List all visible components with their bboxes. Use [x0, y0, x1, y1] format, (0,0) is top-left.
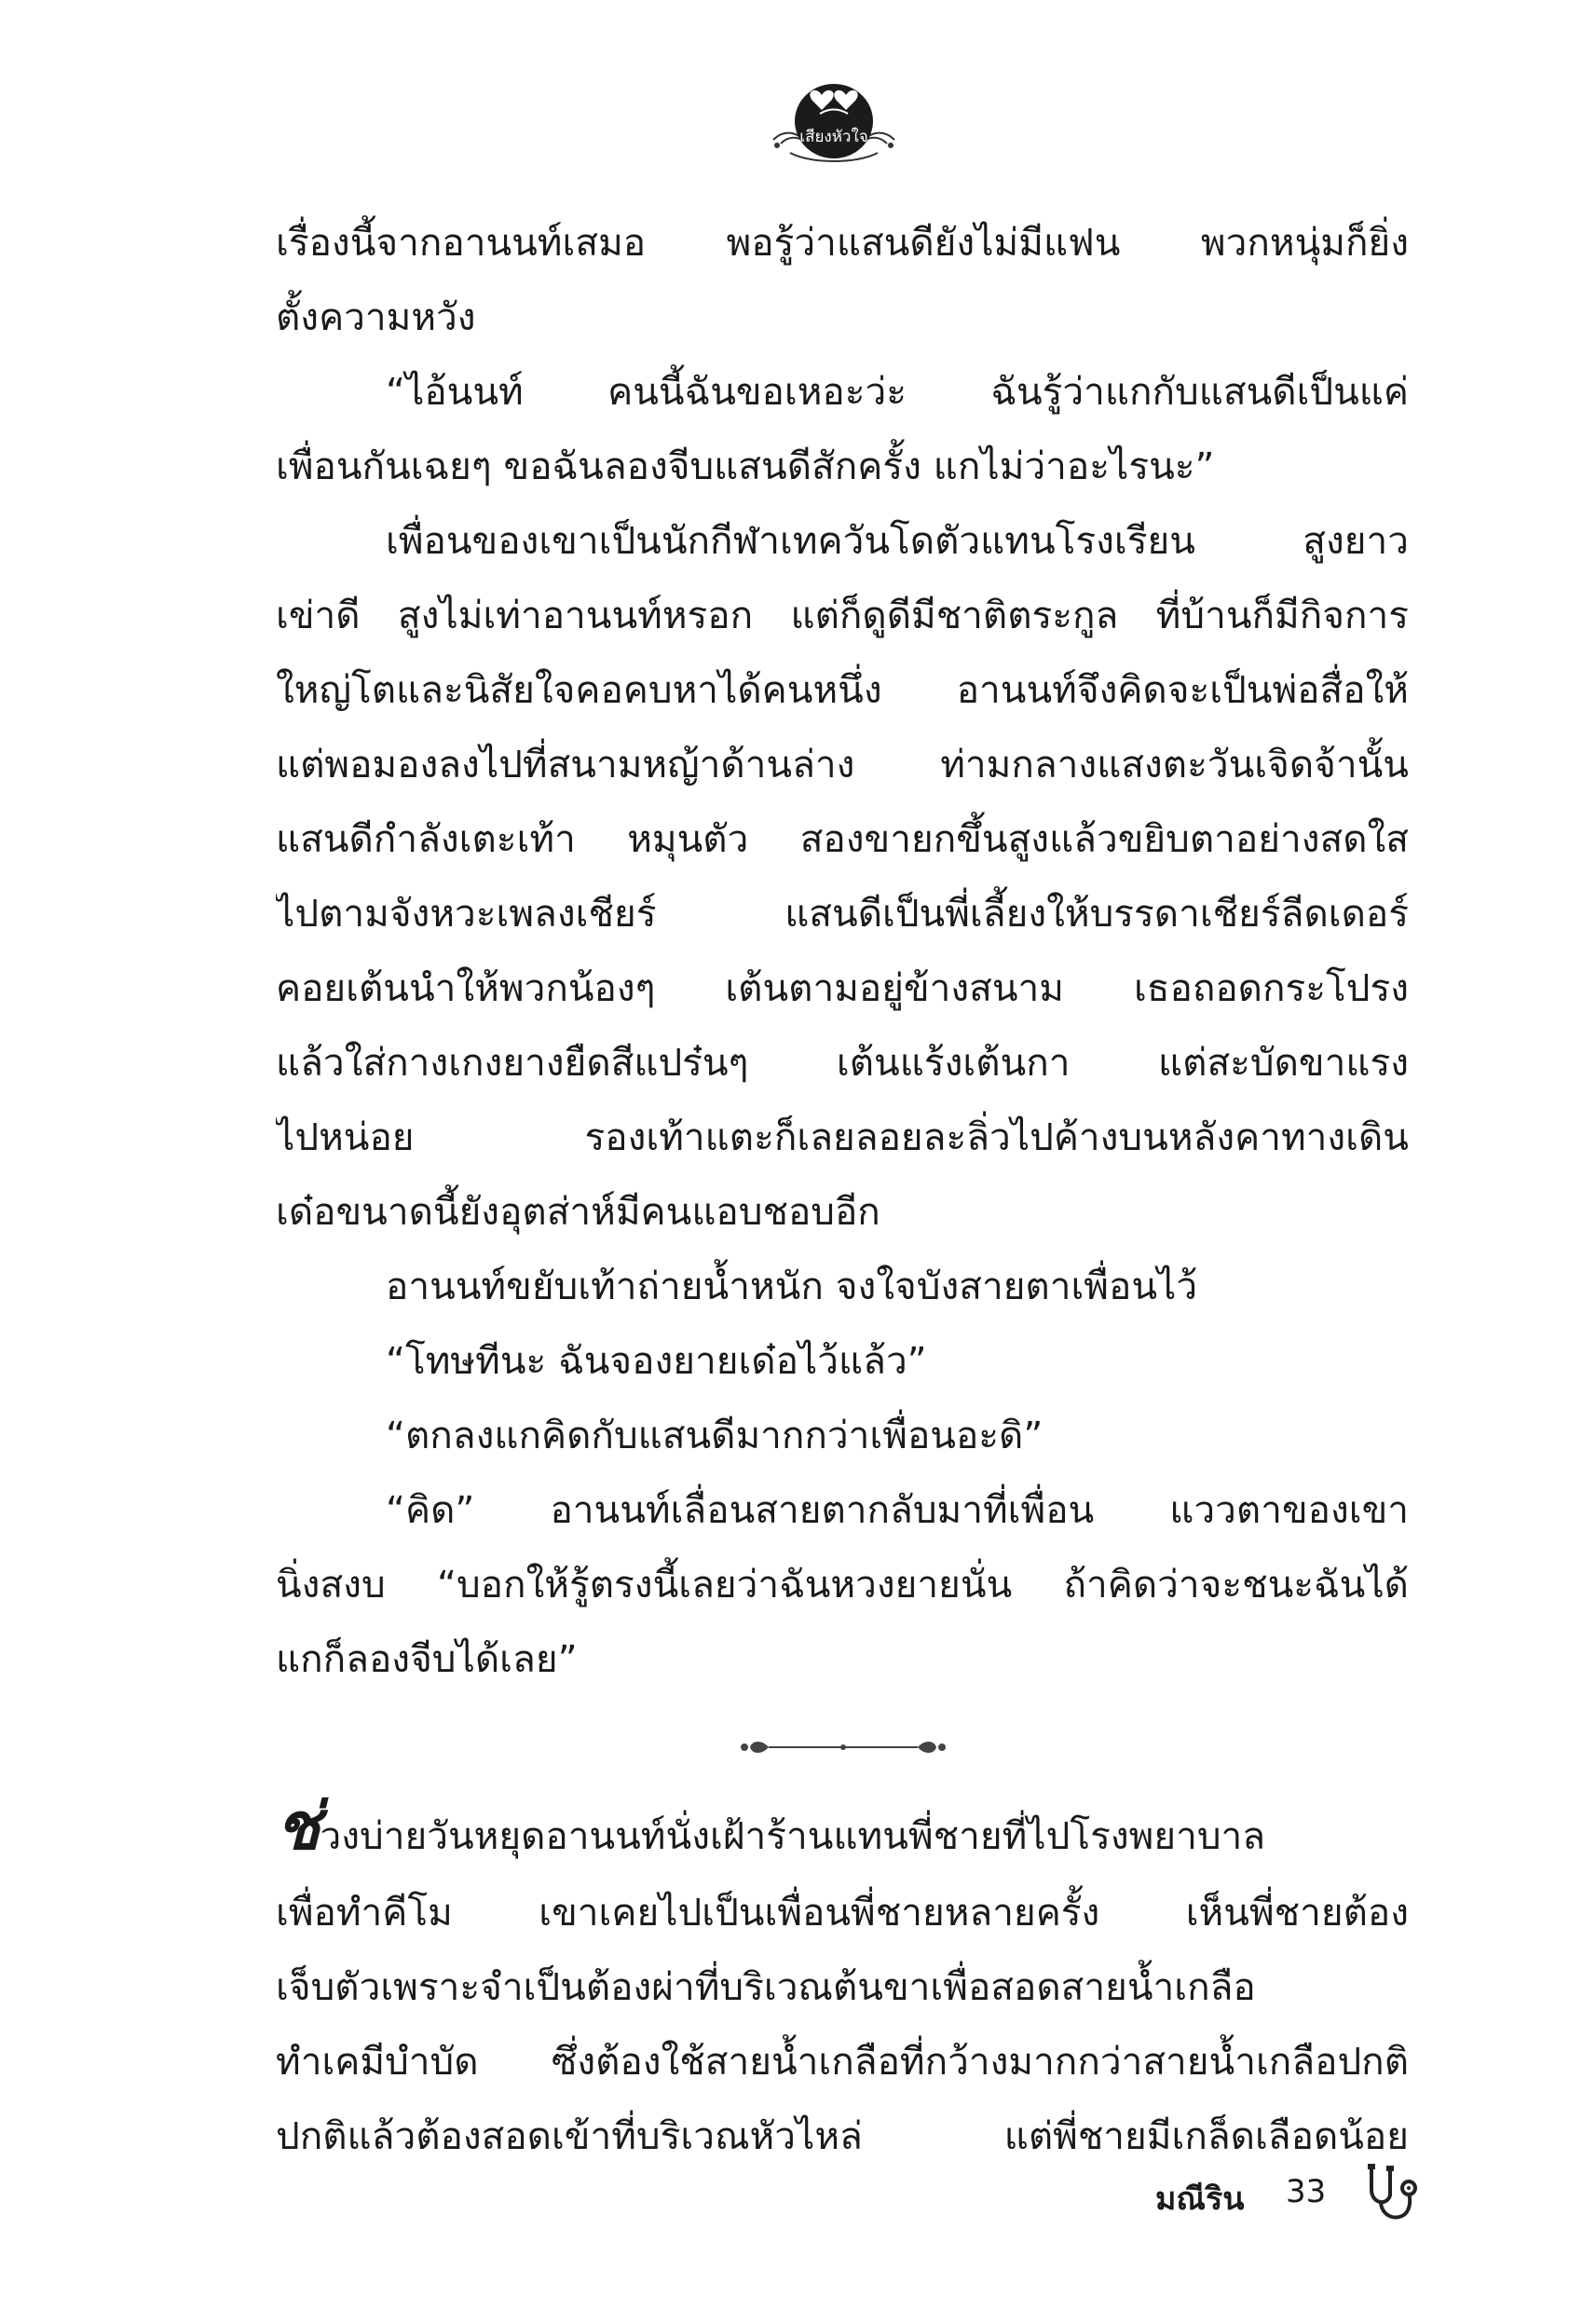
footer-author: มณีริน	[1155, 2181, 1245, 2218]
page-number: 33	[1286, 2173, 1327, 2210]
text-line: “คิด” อานนท์เลื่อนสายตากลับมาที่เพื่อน แววตาของเขา	[386, 1487, 1409, 1532]
first-line	[276, 1778, 1409, 1875]
text-line: “ตกลงแกคิดกับแสนดีมากกว่าเพื่อนอะดิ”	[386, 1413, 1044, 1457]
section-2	[276, 1778, 1409, 2173]
text-line: ตั้งความหวัง	[276, 294, 476, 339]
text-line: ใหญ่โตและนิสัยใจคอคบหาได้คนหนึ่ง อานนท์จึงคิดจะเป็นพ่อสื่อให้	[276, 667, 1409, 712]
drop-cap: ช่	[276, 1787, 321, 1865]
text-line: เด๋อขนาดนี้ยังอุตส่าห์มีคนแอบชอบอีก	[276, 1189, 880, 1234]
text-line: เพื่อทำคีโม เขาเคยไปเป็นเพื่อนพี่ชายหลายครั้ง เห็นพี่ชายต้อง	[276, 1890, 1409, 1935]
text-line: อานนท์ขยับเท้าถ่ายน้ำหนัก จงใจบังสายตาเพื่อนไว้	[386, 1264, 1198, 1308]
text-line: เรื่องนี้จากอานนท์เสมอ พอรู้ว่าแสนดียังไม่มีแฟน พวกหนุ่มก็ยิ่ง	[276, 220, 1409, 265]
text-line: เจ็บตัวเพราะจำเป็นต้องผ่าที่บริเวณต้นขาเพื่อสอดสายน้ำเกลือ	[276, 1964, 1256, 2009]
first-line-text: วงบ่ายวันหยุดอานนท์นั่งเฝ้าร้านแทนพี่ชายที่ไปโรงพยาบาล	[320, 1813, 1266, 1858]
section-divider-icon	[731, 1733, 955, 1761]
text-line: “ไอ้นนท์ คนนี้ฉันขอเหอะว่ะ ฉันรู้ว่าแกกับแสนดีเป็นแค่	[386, 369, 1409, 414]
text-line: ทำเคมีบำบัด ซึ่งต้องใช้สายน้ำเกลือที่กว้างมากกว่าสายน้ำเกลือปกติ	[276, 2039, 1409, 2084]
text-line: แล้วใส่กางเกงยางยืดสีแปร๋นๆ เต้นแร้งเต้นกา แต่สะบัดขาแรง	[276, 1040, 1409, 1085]
body-text	[276, 205, 1409, 1696]
text-line: ปกติแล้วต้องสอดเข้าที่บริเวณหัวไหล่ แต่พี่ชายมีเกล็ดเลือดน้อย	[276, 2113, 1409, 2158]
text-line: ไปตามจังหวะเพลงเชียร์ แสนดีเป็นพี่เลี้ยงให้บรรดาเชียร์ลีดเดอร์	[276, 891, 1409, 936]
heart-scroll-emblem-icon	[764, 67, 904, 170]
text-line: เข่าดี สูงไม่เท่าอานนท์หรอก แต่ก็ดูดีมีชาติตระกูล ที่บ้านก็มีกิจการ	[276, 593, 1409, 637]
text-line: คอยเต้นนำให้พวกน้องๆ เต้นตามอยู่ข้างสนาม เธอถอดกระโปรง	[276, 965, 1409, 1010]
text-line: แกก็ลองจีบได้เลย”	[276, 1636, 578, 1681]
stethoscope-icon	[1358, 2162, 1424, 2227]
text-line: เพื่อนของเขาเป็นนักกีฬาเทควันโดตัวแทนโรงเรียน สูงยาว	[386, 518, 1409, 563]
text-line: นิ่งสงบ “บอกให้รู้ตรงนี้เลยว่าฉันหวงยายนั่น ถ้าคิดว่าจะชนะฉันได้	[276, 1562, 1409, 1607]
page-footer	[1155, 2162, 1435, 2227]
text-line: แสนดีกำลังเตะเท้า หมุนตัว สองขายกขึ้นสูงแล้วขยิบตาอย่างสดใส	[276, 816, 1409, 861]
text-line: “โทษทีนะ ฉันจองยายเด๋อไว้แล้ว”	[386, 1338, 927, 1383]
emblem-text: เสียงหัวใจ	[799, 128, 868, 146]
text-line: แต่พอมองลงไปที่สนามหญ้าด้านล่าง ท่ามกลางแสงตะวันเจิดจ้านั้น	[276, 742, 1409, 786]
text-line: ไปหน่อย รองเท้าแตะก็เลยลอยละลิ่วไปค้างบนหลังคาทางเดิน	[276, 1114, 1409, 1159]
text-line: เพื่อนกันเฉยๆ ขอฉันลองจีบแสนดีสักครั้ง แกไม่ว่าอะไรนะ”	[276, 444, 1215, 488]
